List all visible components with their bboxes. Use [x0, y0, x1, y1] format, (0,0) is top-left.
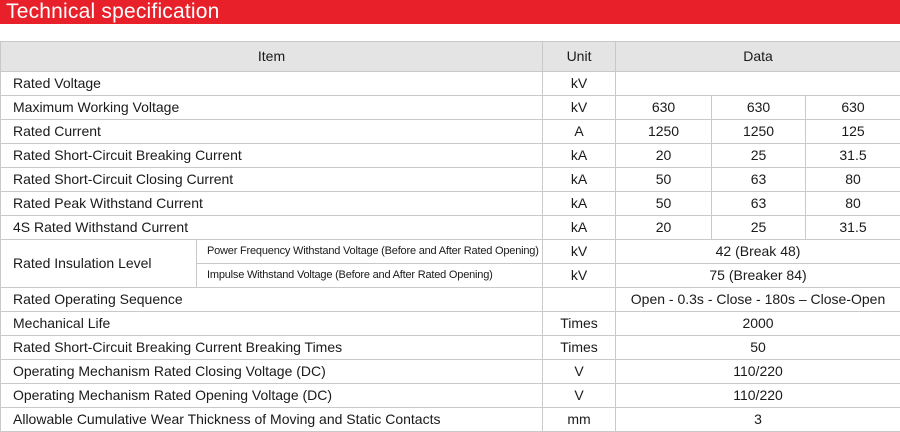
row-value-merged: 50 — [616, 336, 900, 360]
row-item: Operating Mechanism Rated Closing Voltage (DC) — [1, 360, 543, 384]
row-item: Rated Current — [1, 120, 543, 144]
table-row — [1, 168, 900, 192]
row-value-merged: 75 (Breaker 84) — [616, 264, 900, 288]
row-value: 630 — [806, 96, 900, 120]
row-unit: kA — [543, 216, 616, 240]
table-row — [1, 384, 900, 408]
row-value-merged: 3 — [616, 408, 900, 432]
row-value: 63 — [712, 168, 806, 192]
row-value: 1250 — [616, 120, 712, 144]
row-value-merged: Open - 0.3s - Close - 180s – Close-Open — [616, 288, 900, 312]
row-value-merged: 110/220 — [616, 384, 900, 408]
row-value: 20 — [616, 216, 712, 240]
table-row — [1, 312, 900, 336]
row-unit: kA — [543, 192, 616, 216]
row-value: 25 — [712, 216, 806, 240]
row-unit: kV — [543, 72, 616, 96]
row-item: Operating Mechanism Rated Opening Voltage (DC) — [1, 384, 543, 408]
row-item: Allowable Cumulative Wear Thickness of Moving and Static Contacts — [1, 408, 543, 432]
table-row — [1, 240, 900, 264]
column-header-item: Item — [1, 42, 543, 72]
row-value-merged: 110/220 — [616, 360, 900, 384]
row-value: 125 — [806, 120, 900, 144]
row-unit: Times — [543, 336, 616, 360]
row-value: 25 — [712, 144, 806, 168]
section-title: Technical specification — [6, 0, 220, 25]
row-value: 80 — [806, 168, 900, 192]
row-unit: A — [543, 120, 616, 144]
column-header-data: Data — [616, 42, 900, 72]
row-value: 20 — [616, 144, 712, 168]
sub-row-item: Power Frequency Withstand Voltage (Before and After Rated Opening) — [197, 240, 543, 264]
row-item: Rated Short-Circuit Closing Current — [1, 168, 543, 192]
row-item: Rated Short-Circuit Breaking Current Breaking Times — [1, 336, 543, 360]
row-item: Rated Short-Circuit Breaking Current — [1, 144, 543, 168]
table-row — [1, 336, 900, 360]
row-value: 1250 — [712, 120, 806, 144]
row-value: 630 — [616, 96, 712, 120]
table-row — [1, 144, 900, 168]
row-unit: kA — [543, 168, 616, 192]
row-value: 31.5 — [806, 216, 900, 240]
row-unit: mm — [543, 408, 616, 432]
section-banner — [0, 0, 900, 24]
row-unit: V — [543, 384, 616, 408]
row-value: 630 — [712, 96, 806, 120]
row-item: Mechanical Life — [1, 312, 543, 336]
row-data-empty — [616, 72, 900, 96]
row-value: 80 — [806, 192, 900, 216]
row-value-merged: 42 (Break 48) — [616, 240, 900, 264]
row-unit: kV — [543, 264, 616, 288]
row-item: Rated Voltage — [1, 72, 543, 96]
row-unit: Times — [543, 312, 616, 336]
table-row — [1, 288, 900, 312]
row-item: 4S Rated Withstand Current — [1, 216, 543, 240]
row-value: 50 — [616, 168, 712, 192]
table-row — [1, 408, 900, 432]
row-unit: kA — [543, 144, 616, 168]
row-item: Maximum Working Voltage — [1, 96, 543, 120]
spec-table — [0, 41, 900, 432]
table-row — [1, 192, 900, 216]
sub-row-item: Impulse Withstand Voltage (Before and After Rated Opening) — [197, 264, 543, 288]
table-row — [1, 72, 900, 96]
row-value: 31.5 — [806, 144, 900, 168]
table-row — [1, 216, 900, 240]
row-unit — [543, 288, 616, 312]
row-value: 63 — [712, 192, 806, 216]
row-unit: kV — [543, 240, 616, 264]
row-item: Rated Peak Withstand Current — [1, 192, 543, 216]
table-row — [1, 360, 900, 384]
table-row — [1, 96, 900, 120]
insulation-group-label: Rated Insulation Level — [1, 240, 197, 288]
row-item: Rated Operating Sequence — [1, 288, 543, 312]
row-value-merged: 2000 — [616, 312, 900, 336]
table-header-row — [1, 42, 900, 72]
row-value: 50 — [616, 192, 712, 216]
row-unit: V — [543, 360, 616, 384]
column-header-unit: Unit — [543, 42, 616, 72]
table-row — [1, 120, 900, 144]
row-unit: kV — [543, 96, 616, 120]
